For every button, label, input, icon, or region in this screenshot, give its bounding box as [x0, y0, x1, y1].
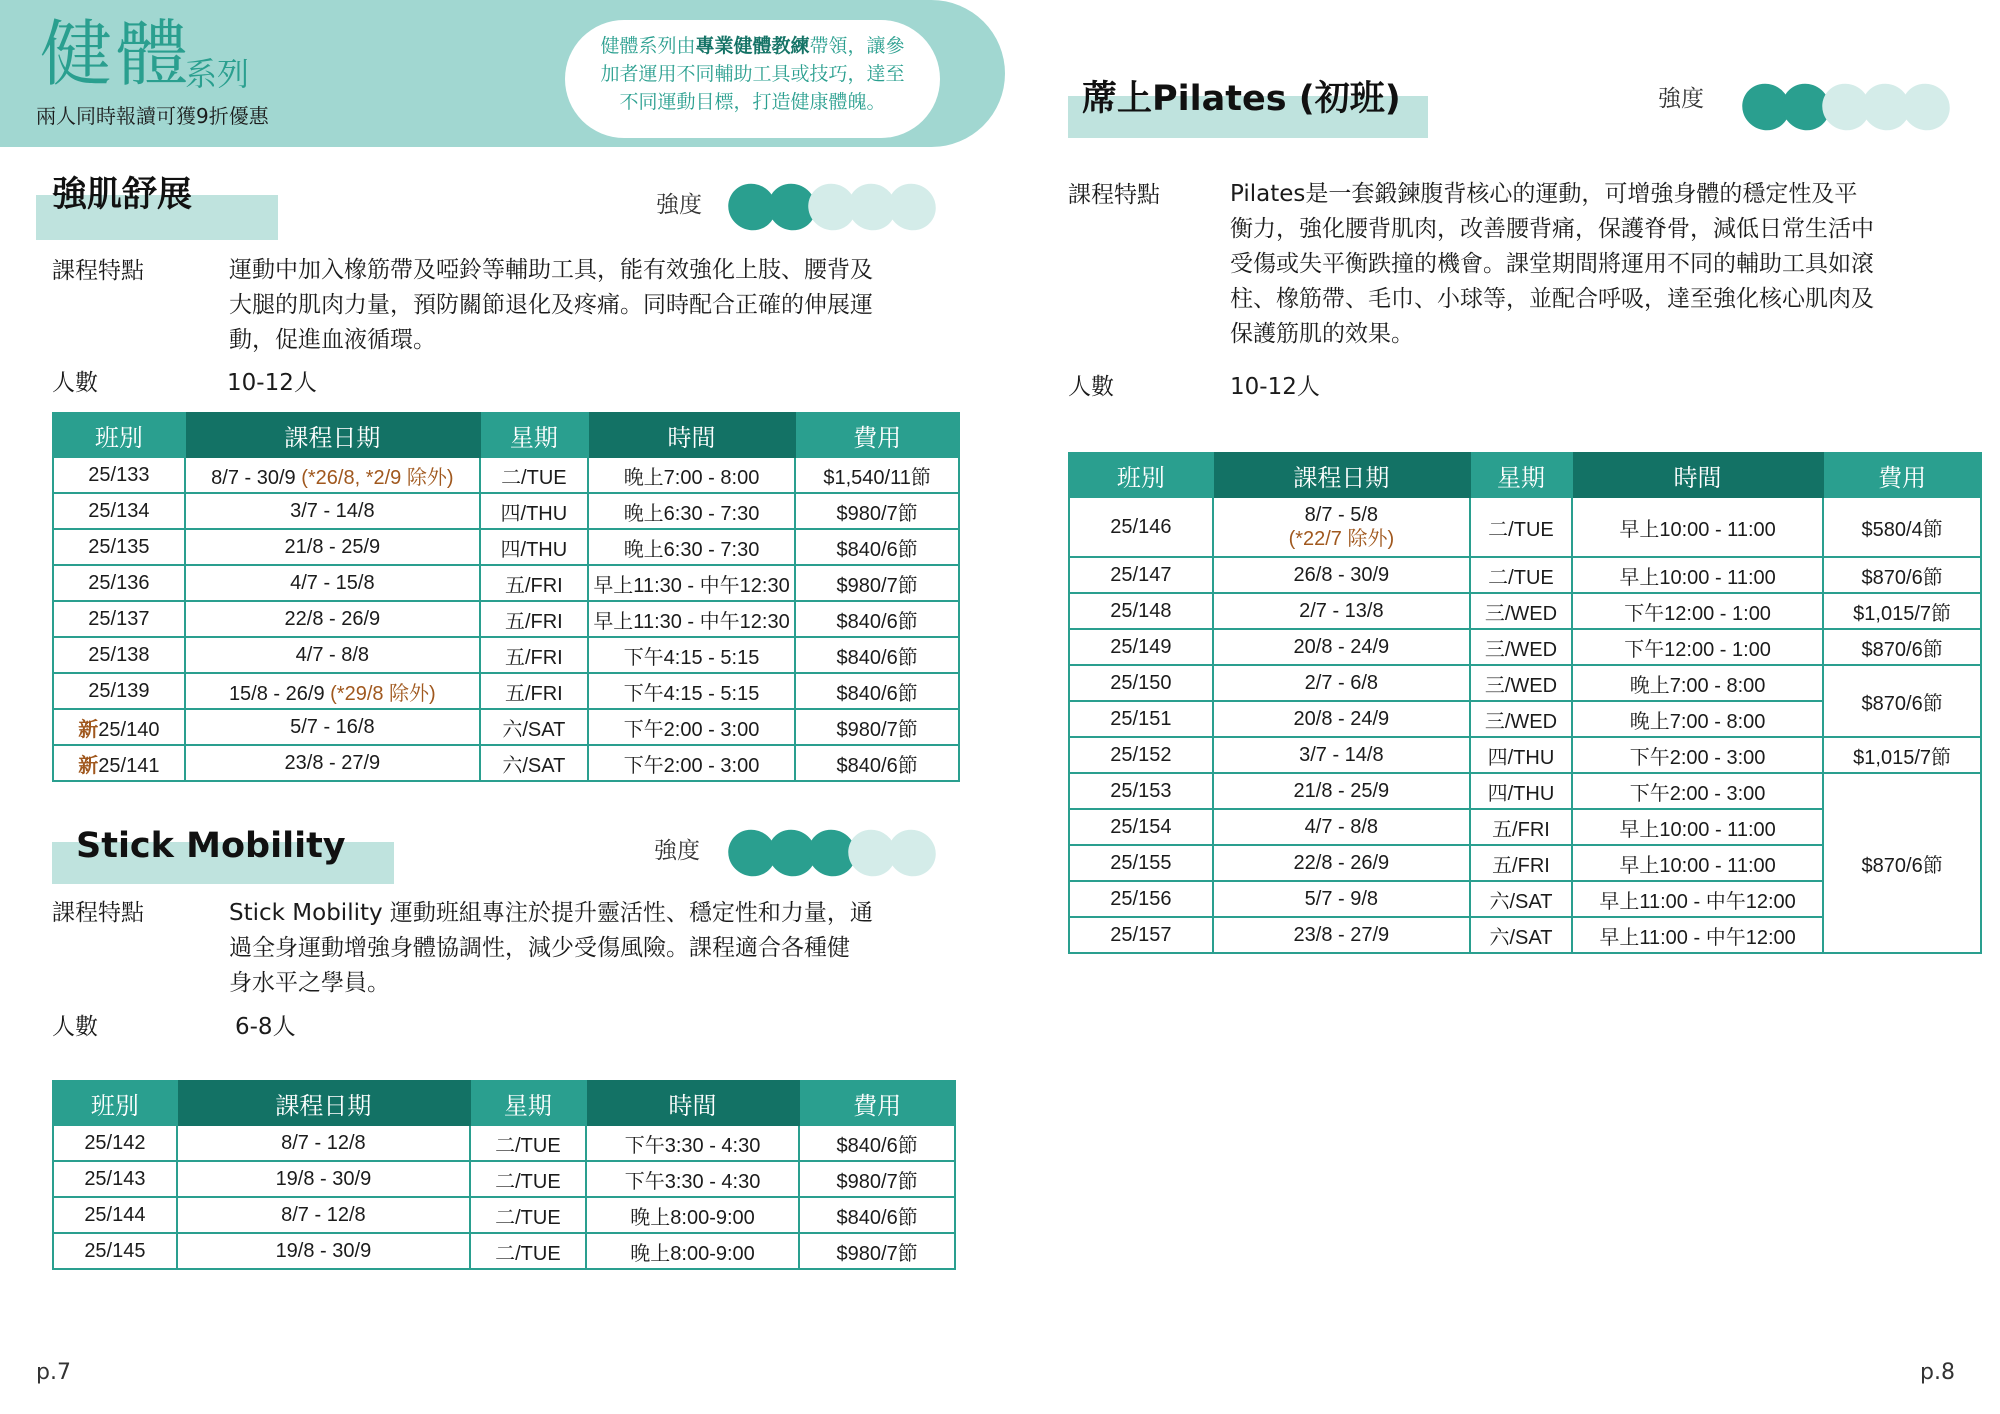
course-date: 5/7 - 16/8: [185, 709, 480, 745]
time: 早上11:30 - 中午12:30: [588, 565, 795, 601]
intensity-label: 強度: [1658, 86, 1704, 112]
discount-note: 兩人同時報讀可獲9折優惠: [36, 104, 269, 128]
intensity-dot-empty: [880, 175, 945, 239]
course-date: 8/7 - 12/8: [177, 1125, 470, 1161]
time: 早上10:00 - 11:00: [1572, 845, 1823, 881]
desc-line: 衡力，強化腰背肌肉，改善腰背痛，保護脊骨，減低日常生活中: [1230, 216, 1874, 242]
desc-line: 動，促進血液循環。: [229, 327, 436, 353]
fee: $580/4節: [1823, 497, 1981, 557]
course-date: 20/8 - 24/9: [1213, 629, 1470, 665]
class-code: 25/156: [1069, 881, 1213, 917]
intensity-dot-empty: [1894, 75, 1959, 139]
weekday: 五/FRI: [1470, 845, 1572, 881]
fee: $980/7節: [795, 565, 959, 601]
capacity-value-muscle-stretch: 10-12人: [227, 370, 317, 396]
time: 早上10:00 - 11:00: [1572, 497, 1823, 557]
date-range: 8/7 - 30/9: [211, 466, 302, 489]
course-date: [185, 457, 480, 493]
series-intro-bubble: [565, 20, 940, 138]
table-row: [53, 565, 959, 601]
desc-line: 過全身運動增強身體協調性，減少受傷風險。課程適合各種健: [229, 935, 850, 961]
class-code: 25/153: [1069, 773, 1213, 809]
new-class-badge: 新: [78, 754, 99, 777]
date-exception-note: (*26/8, *2/9 除外): [301, 466, 454, 489]
fee: $840/6節: [795, 745, 959, 781]
header-time: 時間: [588, 413, 795, 457]
table-row: [53, 1233, 955, 1269]
time: 下午2:00 - 3:00: [1572, 773, 1823, 809]
fee: $840/6節: [795, 529, 959, 565]
time: 下午3:30 - 4:30: [586, 1161, 799, 1197]
table-header-row: [53, 1081, 955, 1125]
course-date: [1213, 497, 1470, 557]
weekday: 二/TUE: [1470, 497, 1572, 557]
course-date: 19/8 - 30/9: [177, 1233, 470, 1269]
series-subtitle: 系列: [185, 55, 250, 93]
features-desc-pilates: [1230, 177, 1990, 352]
course-date: 22/8 - 26/9: [185, 601, 480, 637]
intro-text: 健體系列由: [600, 35, 696, 57]
time: 下午2:00 - 3:00: [588, 745, 795, 781]
table-header-row: [53, 413, 959, 457]
fee: $840/6節: [795, 637, 959, 673]
course-date: 2/7 - 13/8: [1213, 593, 1470, 629]
fee: $980/7節: [799, 1233, 955, 1269]
class-code: 25/146: [1069, 497, 1213, 557]
table-row: [53, 493, 959, 529]
class-code-text: 25/140: [98, 718, 160, 741]
course-date: 5/7 - 9/8: [1213, 881, 1470, 917]
intensity-dots-pilates: [1742, 84, 1942, 130]
weekday: 二/TUE: [1470, 557, 1572, 593]
course-date: 26/8 - 30/9: [1213, 557, 1470, 593]
table-row: [1069, 665, 1981, 701]
header-weekday: 星期: [480, 413, 588, 457]
weekday: 二/TUE: [470, 1233, 586, 1269]
time: 早上11:30 - 中午12:30: [588, 601, 795, 637]
class-code: 25/150: [1069, 665, 1213, 701]
weekday: 五/FRI: [480, 565, 588, 601]
class-code: 25/142: [53, 1125, 177, 1161]
desc-line: 身水平之學員。: [229, 970, 390, 996]
course-date: 21/8 - 25/9: [1213, 773, 1470, 809]
table-header-row: [1069, 453, 1981, 497]
class-code: 25/139: [53, 673, 185, 709]
weekday: 六/SAT: [480, 745, 588, 781]
class-code-text: 25/141: [98, 754, 160, 777]
weekday: 五/FRI: [480, 601, 588, 637]
course-date: [185, 673, 480, 709]
new-class-badge: 新: [78, 718, 99, 741]
header-fee: 費用: [799, 1081, 955, 1125]
schedule-table-muscle-stretch: [52, 412, 960, 782]
table-row: [53, 745, 959, 781]
weekday: 四/THU: [1470, 773, 1572, 809]
class-code: 25/133: [53, 457, 185, 493]
section-title-muscle-stretch: 強肌舒展: [52, 175, 193, 215]
time: 晚上7:00 - 8:00: [588, 457, 795, 493]
intro-highlight: 專業健體教練: [695, 35, 810, 57]
course-date: 21/8 - 25/9: [185, 529, 480, 565]
fee: $870/6節: [1823, 773, 1981, 953]
fee: $1,015/7節: [1823, 593, 1981, 629]
desc-line: Stick Mobility 運動班組專注於提升靈活性、穩定性和力量，通: [229, 900, 873, 926]
header-time: 時間: [586, 1081, 799, 1125]
desc-line: 大腿的肌肉力量，預防關節退化及疼痛。同時配合正確的伸展運: [229, 292, 873, 318]
table-row: [1069, 593, 1981, 629]
course-date: 23/8 - 27/9: [185, 745, 480, 781]
header-fee: 費用: [1823, 453, 1981, 497]
class-code: [53, 709, 185, 745]
course-date: 2/7 - 6/8: [1213, 665, 1470, 701]
table-row: [53, 1197, 955, 1233]
course-date: 4/7 - 8/8: [1213, 809, 1470, 845]
fee: $1,540/11節: [795, 457, 959, 493]
fee: $870/6節: [1823, 557, 1981, 593]
time: 早上10:00 - 11:00: [1572, 809, 1823, 845]
weekday: 五/FRI: [480, 637, 588, 673]
capacity-label: 人數: [52, 370, 98, 396]
class-code: 25/147: [1069, 557, 1213, 593]
table-row: [53, 601, 959, 637]
intro-line-3: 不同運動目標，打造健康體魄。: [619, 91, 886, 113]
weekday: 三/WED: [1470, 665, 1572, 701]
features-desc-muscle-stretch: [229, 253, 989, 358]
class-code: 25/155: [1069, 845, 1213, 881]
fee: $840/6節: [799, 1125, 955, 1161]
schedule-table-stick-mobility: [52, 1080, 956, 1270]
table-row: [1069, 629, 1981, 665]
weekday: 三/WED: [1470, 593, 1572, 629]
capacity-value-pilates: 10-12人: [1230, 374, 1320, 400]
class-code: 25/137: [53, 601, 185, 637]
weekday: 三/WED: [1470, 701, 1572, 737]
date-range: 8/7 - 5/8: [1304, 504, 1379, 526]
weekday: 六/SAT: [1470, 917, 1572, 953]
class-code: 25/157: [1069, 917, 1213, 953]
intro-line-2: 加者運用不同輔助工具或技巧，達至: [600, 63, 905, 85]
weekday: 六/SAT: [480, 709, 588, 745]
time: 晚上7:00 - 8:00: [1572, 665, 1823, 701]
features-label: 課程特點: [52, 258, 144, 284]
header-course-date: 課程日期: [177, 1081, 470, 1125]
page-number-right: p.8: [1920, 1360, 1955, 1385]
date-exception-note: (*29/8 除外): [330, 682, 436, 705]
class-code: 25/136: [53, 565, 185, 601]
intensity-dots-muscle-stretch: [728, 184, 928, 230]
weekday: 五/FRI: [480, 673, 588, 709]
weekday: 六/SAT: [1470, 881, 1572, 917]
table-row: [1069, 557, 1981, 593]
features-label: 課程特點: [1068, 182, 1160, 208]
table-row: [53, 1161, 955, 1197]
fee: $980/7節: [799, 1161, 955, 1197]
class-code: [53, 745, 185, 781]
intensity-dot-empty: [880, 821, 945, 885]
time: 晚上7:00 - 8:00: [1572, 701, 1823, 737]
weekday: 三/WED: [1470, 629, 1572, 665]
time: 下午12:00 - 1:00: [1572, 593, 1823, 629]
class-code: 25/152: [1069, 737, 1213, 773]
class-code: 25/143: [53, 1161, 177, 1197]
date-range: 15/8 - 26/9: [228, 682, 331, 705]
time: 晚上8:00-9:00: [586, 1233, 799, 1269]
capacity-value-stick-mobility: 6-8人: [235, 1014, 296, 1040]
weekday: 四/THU: [480, 529, 588, 565]
capacity-label: 人數: [1068, 374, 1114, 400]
fee: $870/6節: [1823, 665, 1981, 737]
desc-line: 保護筋肌的效果。: [1230, 321, 1414, 347]
course-date: 20/8 - 24/9: [1213, 701, 1470, 737]
fee: $1,015/7節: [1823, 737, 1981, 773]
class-code: 25/144: [53, 1197, 177, 1233]
table-row: [53, 673, 959, 709]
section-title-stick-mobility: Stick Mobility: [76, 826, 346, 866]
table-row: [1069, 497, 1981, 557]
weekday: 二/TUE: [470, 1197, 586, 1233]
desc-line: 受傷或失平衡跌撞的機會。課堂期間將運用不同的輔助工具如滾: [1230, 251, 1874, 277]
weekday: 二/TUE: [470, 1125, 586, 1161]
class-code: 25/151: [1069, 701, 1213, 737]
class-code: 25/135: [53, 529, 185, 565]
features-label: 課程特點: [52, 900, 144, 926]
desc-line: 運動中加入橡筋帶及啞鈴等輔助工具，能有效強化上肢、腰背及: [229, 257, 873, 283]
course-date: 23/8 - 27/9: [1213, 917, 1470, 953]
header-course-date: 課程日期: [185, 413, 480, 457]
weekday: 二/TUE: [480, 457, 588, 493]
section-title-pilates: 蓆上Pilates (初班): [1082, 79, 1401, 119]
capacity-label: 人數: [52, 1014, 98, 1040]
time: 下午3:30 - 4:30: [586, 1125, 799, 1161]
page-number-left: p.7: [36, 1360, 71, 1385]
header-weekday: 星期: [470, 1081, 586, 1125]
table-row: [1069, 773, 1981, 809]
time: 早上10:00 - 11:00: [1572, 557, 1823, 593]
course-date: 8/7 - 12/8: [177, 1197, 470, 1233]
table-row: [53, 709, 959, 745]
intro-line-1: [565, 32, 940, 60]
time: 早上11:00 - 中午12:00: [1572, 881, 1823, 917]
time: 晚上6:30 - 7:30: [588, 493, 795, 529]
class-code: 25/148: [1069, 593, 1213, 629]
time: 晚上6:30 - 7:30: [588, 529, 795, 565]
course-date: 19/8 - 30/9: [177, 1161, 470, 1197]
time: 早上11:00 - 中午12:00: [1572, 917, 1823, 953]
time: 下午2:00 - 3:00: [1572, 737, 1823, 773]
fee: $840/6節: [799, 1197, 955, 1233]
header-course-date: 課程日期: [1213, 453, 1470, 497]
header-weekday: 星期: [1470, 453, 1572, 497]
class-code: 25/134: [53, 493, 185, 529]
desc-line: 柱、橡筋帶、毛巾、小球等，並配合呼吸，達至強化核心肌肉及: [1230, 286, 1874, 312]
header-class-code: 班別: [53, 1081, 177, 1125]
header-class-code: 班別: [1069, 453, 1213, 497]
course-date: 4/7 - 8/8: [185, 637, 480, 673]
class-code: 25/145: [53, 1233, 177, 1269]
course-date: 3/7 - 14/8: [185, 493, 480, 529]
course-date: 22/8 - 26/9: [1213, 845, 1470, 881]
fee: $980/7節: [795, 709, 959, 745]
desc-line: Pilates是一套鍛鍊腹背核心的運動，可增強身體的穩定性及平: [1230, 181, 1858, 207]
time: 下午2:00 - 3:00: [588, 709, 795, 745]
weekday: 四/THU: [1470, 737, 1572, 773]
time: 晚上8:00-9:00: [586, 1197, 799, 1233]
header-class-code: 班別: [53, 413, 185, 457]
series-title: 健體: [40, 12, 193, 96]
class-code: 25/138: [53, 637, 185, 673]
table-row: [53, 457, 959, 493]
table-row: [1069, 737, 1981, 773]
time: 下午12:00 - 1:00: [1572, 629, 1823, 665]
header-fee: 費用: [795, 413, 959, 457]
features-desc-stick-mobility: [229, 896, 989, 1001]
table-row: [53, 1125, 955, 1161]
weekday: 五/FRI: [1470, 809, 1572, 845]
fee: $870/6節: [1823, 629, 1981, 665]
intensity-label: 強度: [656, 192, 702, 218]
fee: $840/6節: [795, 601, 959, 637]
table-row: [53, 637, 959, 673]
course-date: 3/7 - 14/8: [1213, 737, 1470, 773]
intro-text: 帶領，讓參: [809, 35, 905, 57]
time: 下午4:15 - 5:15: [588, 673, 795, 709]
intensity-label: 強度: [654, 838, 700, 864]
schedule-table-pilates: [1068, 452, 1982, 954]
course-date: 4/7 - 15/8: [185, 565, 480, 601]
date-exception-note: (*22/7 除外): [1288, 528, 1395, 550]
weekday: 二/TUE: [470, 1161, 586, 1197]
fee: $980/7節: [795, 493, 959, 529]
weekday: 四/THU: [480, 493, 588, 529]
class-code: 25/154: [1069, 809, 1213, 845]
header-time: 時間: [1572, 453, 1823, 497]
time: 下午4:15 - 5:15: [588, 637, 795, 673]
class-code: 25/149: [1069, 629, 1213, 665]
table-row: [53, 529, 959, 565]
fee: $840/6節: [795, 673, 959, 709]
intensity-dots-stick-mobility: [728, 830, 928, 876]
